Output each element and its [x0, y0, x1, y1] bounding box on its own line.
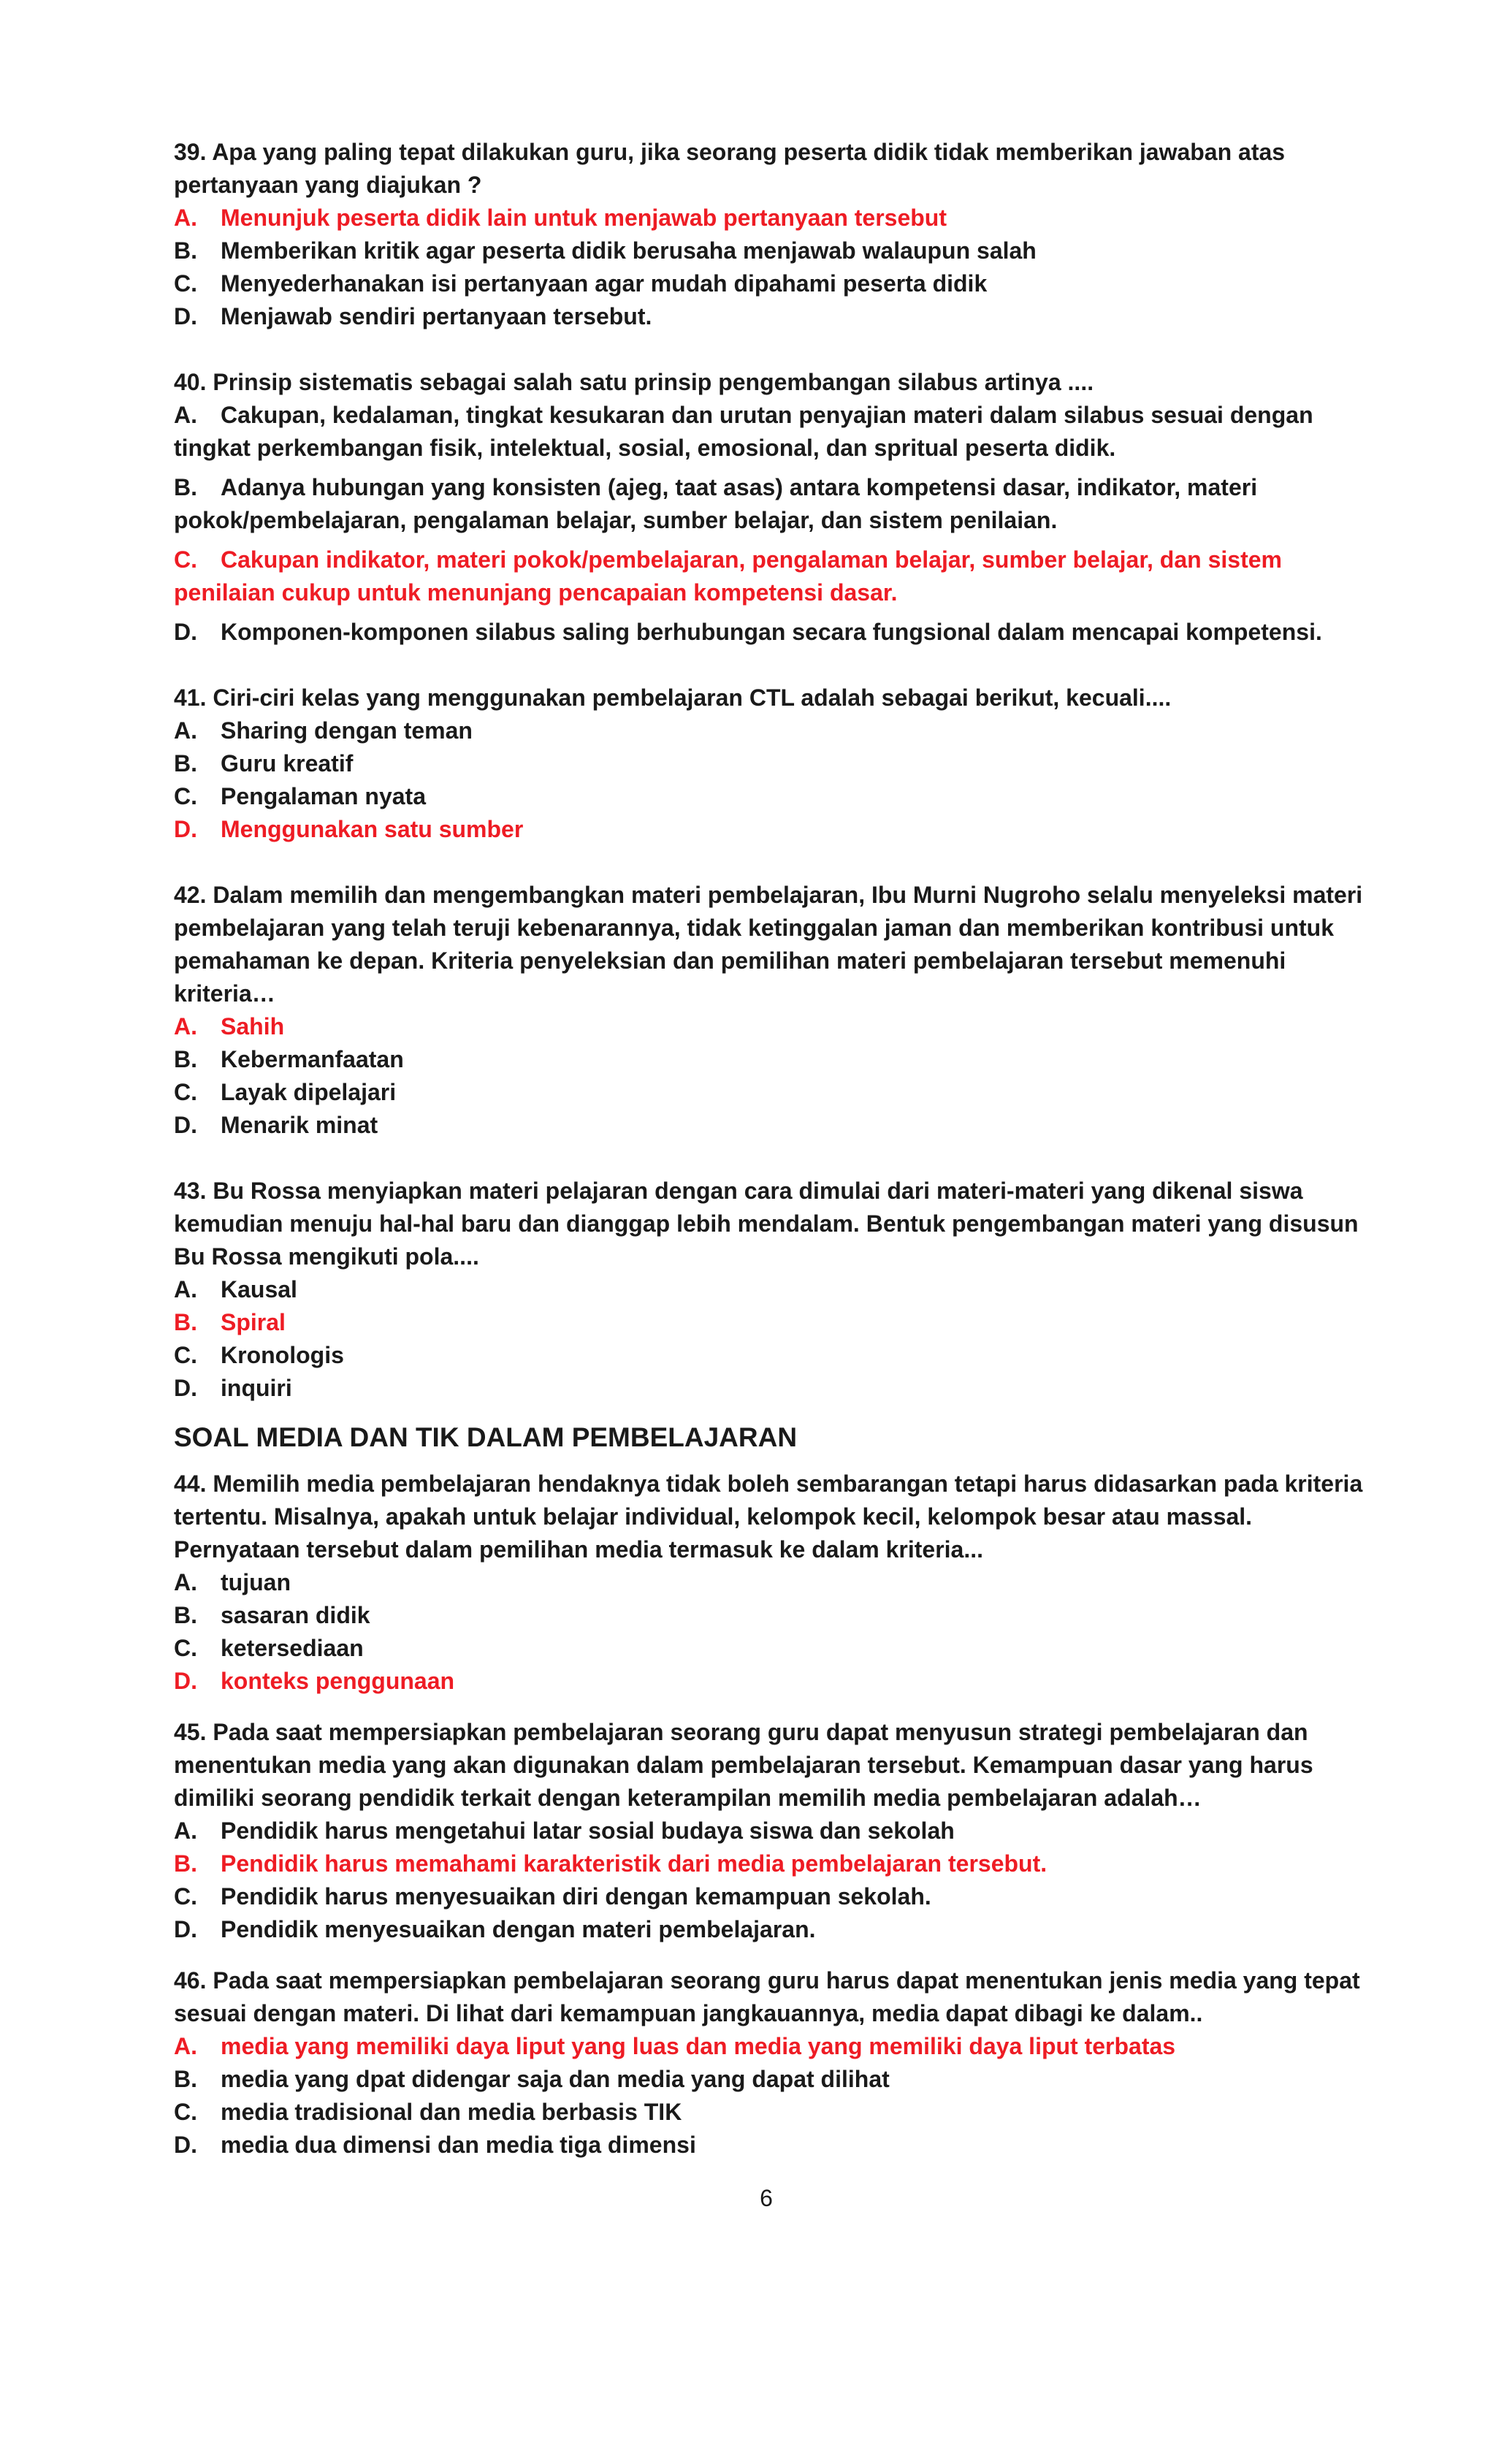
option-letter: A.: [174, 402, 197, 428]
question-stem: 39. Apa yang paling tepat dilakukan guru, jika seorang peserta didik tidak memberikan jawaban atas pertanyaan yang diajukan ?: [174, 139, 1286, 198]
option-letter: B.: [174, 474, 197, 500]
option-c: [174, 267, 1372, 300]
question-44: [174, 1468, 1372, 1698]
option-letter: C.: [174, 2099, 197, 2125]
option-text: tujuan: [221, 1569, 291, 1595]
option-a: [174, 1566, 1372, 1599]
option-b: [174, 747, 1372, 780]
option-letter: A.: [174, 2033, 197, 2059]
option-d: [174, 1913, 1372, 1946]
option-c: [174, 2096, 1372, 2129]
option-letter: B.: [174, 750, 197, 777]
question-39: [174, 136, 1372, 333]
option-a: [174, 1815, 1372, 1847]
option-text: Adanya hubungan yang konsisten (ajeg, taat asas) antara kompetensi dasar, indikator, materi pokok/pembelajaran, pengalaman belajar, sumber belajar, dan sistem penilaian.: [174, 474, 1258, 533]
option-c: [174, 1339, 1372, 1372]
option-d: [174, 1372, 1372, 1405]
option-d: [174, 813, 1372, 846]
option-c: [174, 543, 1372, 609]
option-d: [174, 300, 1372, 333]
option-letter: C.: [174, 783, 197, 809]
option-letter: A.: [174, 1013, 197, 1040]
question-42: [174, 879, 1372, 1142]
option-c: [174, 1076, 1372, 1109]
option-letter: B.: [174, 2066, 197, 2092]
section-heading: SOAL MEDIA DAN TIK DALAM PEMBELAJARAN: [174, 1422, 798, 1452]
question-stem: 42. Dalam memilih dan mengembangkan materi pembelajaran, Ibu Murni Nugroho selalu menyeleksi materi pembelajaran yang telah teruji kebenarannya, tidak ketinggalan jaman dan memberikan kontribusi untuk pemahaman ke depan. Kriteria penyeleksian dan pemilihan materi pembelajaran tersebut memenuhi kriteria…: [174, 882, 1363, 1007]
option-letter: C.: [174, 1342, 197, 1368]
option-letter: B.: [174, 237, 197, 264]
option-c: [174, 1632, 1372, 1665]
question-46: [174, 1964, 1372, 2162]
option-text: media dua dimensi dan media tiga dimensi: [221, 2132, 696, 2158]
question-content: [174, 136, 1372, 2162]
option-letter: A.: [174, 1569, 197, 1595]
option-text: Menarik minat: [221, 1112, 378, 1138]
option-text: Kronologis: [221, 1342, 344, 1368]
option-text: Cakupan indikator, materi pokok/pembelajaran, pengalaman belajar, sumber belajar, dan sistem penilaian cukup untuk menunjang pencapaian kompetensi dasar.: [174, 546, 1282, 606]
option-d: [174, 2129, 1372, 2162]
option-text: Cakupan, kedalaman, tingkat kesukaran dan urutan penyajian materi dalam silabus sesuai dengan tingkat perkembangan fisik, intelektual, sosial, emosional, dan spritual peserta didik.: [174, 402, 1313, 461]
option-letter: B.: [174, 1309, 197, 1335]
option-text: Pendidik menyesuaikan dengan materi pembelajaran.: [221, 1916, 816, 1942]
option-text: Kebermanfaatan: [221, 1046, 404, 1072]
option-d: [174, 1109, 1372, 1142]
option-letter: A.: [174, 1276, 197, 1302]
option-text: konteks penggunaan: [221, 1668, 455, 1694]
option-letter: D.: [174, 1916, 197, 1942]
option-text: Pengalaman nyata: [221, 783, 426, 809]
option-text: Memberikan kritik agar peserta didik berusaha menjawab walaupun salah: [221, 237, 1037, 264]
option-text: Sharing dengan teman: [221, 717, 473, 744]
question-stem: 43. Bu Rossa menyiapkan materi pelajaran dengan cara dimulai dari materi-materi yang dikenal siswa kemudian menuju hal-hal baru dan dianggap lebih mendalam. Bentuk pengembangan materi yang disusun Bu Rossa mengikuti pola....: [174, 1178, 1359, 1270]
option-a: [174, 1273, 1372, 1306]
option-c: [174, 780, 1372, 813]
option-letter: D.: [174, 1112, 197, 1138]
option-letter: C.: [174, 1883, 197, 1910]
option-text: Menjawab sendiri pertanyaan tersebut.: [221, 303, 652, 329]
question-stem: 45. Pada saat mempersiapkan pembelajaran seorang guru dapat menyusun strategi pembelajaran dan menentukan media yang akan digunakan dalam pembelajaran tersebut. Kemampuan dasar yang harus dimiliki seorang pendidik terkait dengan keterampilan memilih media pembelajaran adalah…: [174, 1719, 1313, 1811]
option-letter: B.: [174, 1046, 197, 1072]
question-stem: 46. Pada saat mempersiapkan pembelajaran seorang guru harus dapat menentukan jenis media yang tepat sesuai dengan materi. Di lihat dari kemampuan jangkauannya, media dapat dibagi ke dalam..: [174, 1967, 1360, 2026]
question-stem: 41. Ciri-ciri kelas yang menggunakan pembelajaran CTL adalah sebagai berikut, kecuali....: [174, 684, 1172, 711]
option-letter: D.: [174, 1668, 197, 1694]
option-text: inquiri: [221, 1375, 292, 1401]
option-b: [174, 1306, 1372, 1339]
option-letter: D.: [174, 1375, 197, 1401]
option-letter: A.: [174, 1818, 197, 1844]
option-a: [174, 202, 1372, 234]
option-letter: D.: [174, 2132, 197, 2158]
option-text: media tradisional dan media berbasis TIK: [221, 2099, 682, 2125]
option-letter: B.: [174, 1850, 197, 1877]
option-text: Pendidik harus mengetahui latar sosial budaya siswa dan sekolah: [221, 1818, 955, 1844]
option-text: Menggunakan satu sumber: [221, 816, 524, 842]
question-45: [174, 1716, 1372, 1946]
option-a: [174, 714, 1372, 747]
option-b: [174, 1599, 1372, 1632]
option-letter: C.: [174, 1635, 197, 1661]
question-43: [174, 1175, 1372, 1405]
option-letter: D.: [174, 816, 197, 842]
option-letter: D.: [174, 303, 197, 329]
option-letter: B.: [174, 1602, 197, 1628]
option-b: [174, 2063, 1372, 2096]
option-b: [174, 471, 1372, 537]
page-number: 6: [760, 2185, 773, 2211]
option-text: ketersediaan: [221, 1635, 364, 1661]
option-d: [174, 1665, 1372, 1698]
option-text: media yang dpat didengar saja dan media yang dapat dilihat: [221, 2066, 890, 2092]
option-a: [174, 399, 1372, 465]
question-40: [174, 366, 1372, 649]
option-d: [174, 616, 1372, 649]
option-text: Pendidik harus menyesuaikan diri dengan kemampuan sekolah.: [221, 1883, 931, 1910]
option-text: sasaran didik: [221, 1602, 370, 1628]
option-letter: C.: [174, 1079, 197, 1105]
question-stem: 40. Prinsip sistematis sebagai salah satu prinsip pengembangan silabus artinya ....: [174, 369, 1094, 395]
option-text: Pendidik harus memahami karakteristik dari media pembelajaran tersebut.: [221, 1850, 1047, 1877]
option-b: [174, 1847, 1372, 1880]
option-text: Kausal: [221, 1276, 297, 1302]
option-b: [174, 234, 1372, 267]
option-a: [174, 1010, 1372, 1043]
option-letter: C.: [174, 546, 197, 573]
option-text: Komponen-komponen silabus saling berhubungan secara fungsional dalam mencapai kompetensi.: [221, 619, 1322, 645]
question-stem: 44. Memilih media pembelajaran hendaknya tidak boleh sembarangan tetapi harus didasarkan pada kriteria tertentu. Misalnya, apakah untuk belajar individual, kelompok kecil, kelompok besar atau massal. Pernyataan tersebut dalam pemilihan media termasuk ke dalam kriteria...: [174, 1471, 1363, 1563]
option-text: Guru kreatif: [221, 750, 354, 777]
option-a: [174, 2030, 1372, 2063]
option-c: [174, 1880, 1372, 1913]
question-41: [174, 682, 1372, 846]
option-text: Menunjuk peserta didik lain untuk menjawab pertanyaan tersebut: [221, 205, 947, 231]
option-text: Menyederhanakan isi pertanyaan agar mudah dipahami peserta didik: [221, 270, 988, 297]
option-text: Spiral: [221, 1309, 286, 1335]
option-letter: D.: [174, 619, 197, 645]
option-text: media yang memiliki daya liput yang luas dan media yang memiliki daya liput terbatas: [221, 2033, 1176, 2059]
option-text: Layak dipelajari: [221, 1079, 397, 1105]
option-letter: A.: [174, 205, 197, 231]
option-text: Sahih: [221, 1013, 285, 1040]
option-letter: C.: [174, 270, 197, 297]
option-b: [174, 1043, 1372, 1076]
option-letter: A.: [174, 717, 197, 744]
